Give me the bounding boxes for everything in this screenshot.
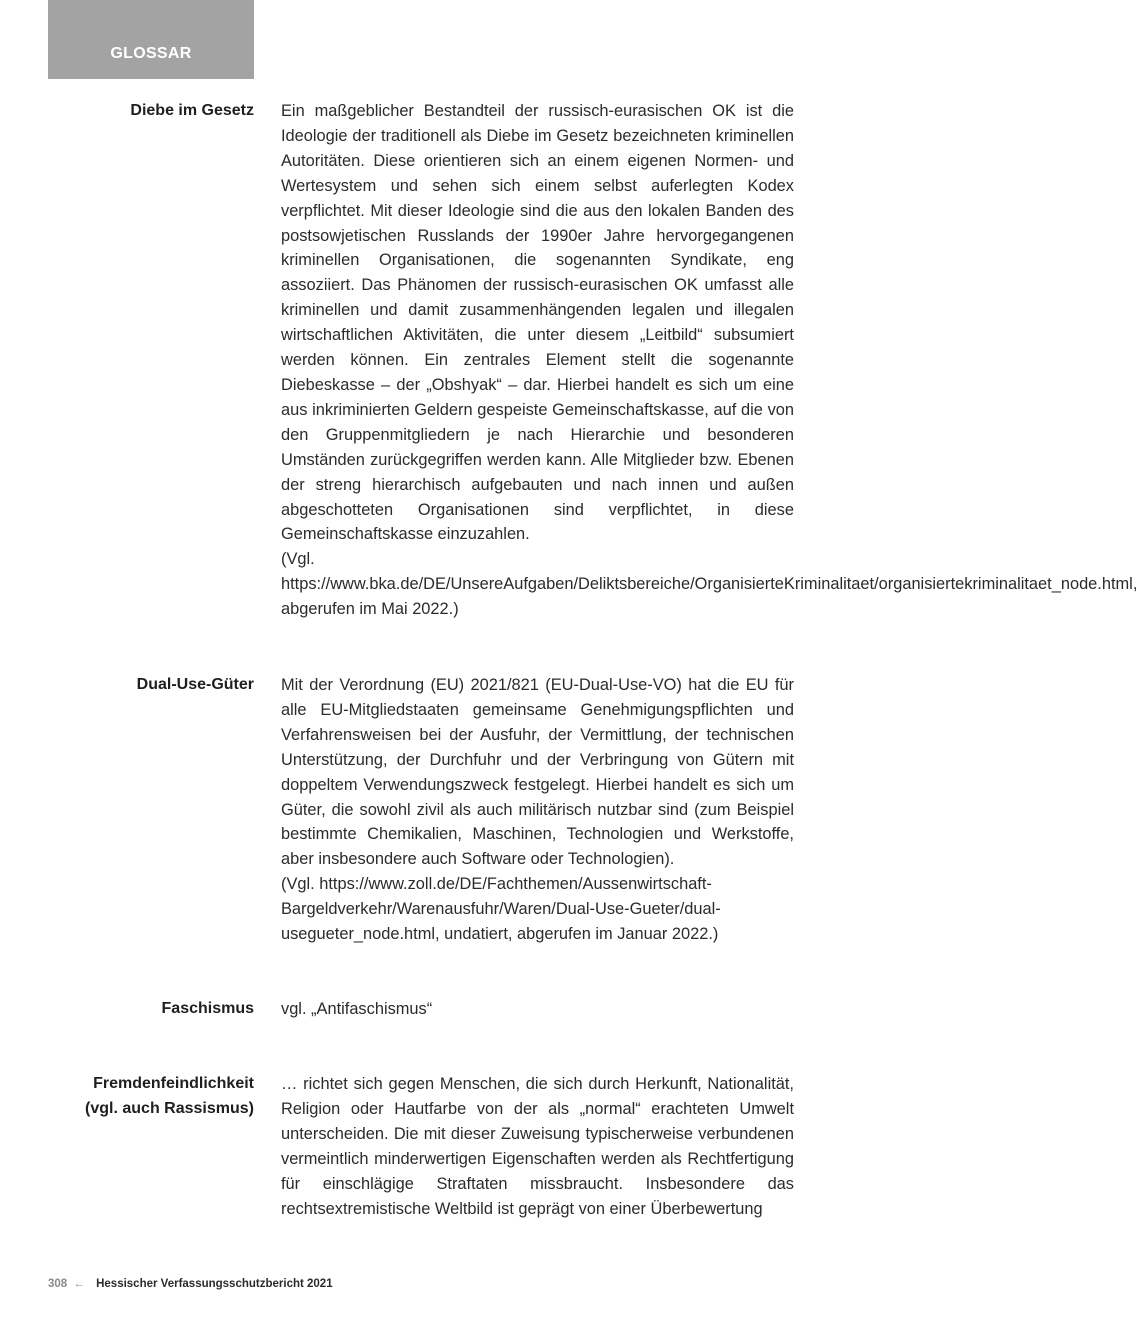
source-reference: (Vgl. https://www.bka.de/DE/UnsereAufgaben/Deliktsbereiche/OrganisierteKriminalitaet/organisiertekriminalitaet_node.html, abgerufen im Mai 2022.) [281, 550, 1137, 619]
arrow-left-icon: ← [73, 1278, 85, 1290]
glossary-term: Dual-Use-Güter [136, 676, 254, 693]
definition-text: vgl. „Antifaschismus“ [281, 1000, 433, 1018]
section-label: GLOSSAR [110, 45, 192, 62]
publication-title: Hessischer Verfassungsschutzbericht 2021 [96, 1278, 333, 1290]
glossary-definition [281, 1072, 794, 1221]
glossary-term: Diebe im Gesetz [130, 102, 254, 119]
glossary-definition [281, 673, 794, 947]
page-number: 308 [48, 1278, 68, 1290]
glossary-term: Faschismus [161, 1000, 254, 1017]
glossary-term [60, 1072, 254, 1122]
glossary-term-line: Fremdenfeindlichkeit [93, 1075, 254, 1092]
glossary-definition [281, 99, 1137, 622]
glossary-definition [281, 997, 794, 1022]
definition-text: Ein maßgeblicher Bestandteil der russisch-eurasischen OK ist die Ideologie der traditionell als Diebe im Gesetz bezeichneten kriminellen Autoritäten. Diese orientieren sich an einem eigenen Normen- und Wertesystem und sehen sich einem selbst auferlegten Kodex verpflichtet. Mit dieser Ideologie sind die aus den lokalen Banden des postsowjetischen Russlands der 1990er Jahre hervorgegangenen kriminellen Organisationen, die sogenannten Syndikate, eng assoziiert. Das Phänomen der russisch-eurasischen OK umfasst alle kriminellen und damit zusammenhängenden legalen und illegalen wirtschaftlichen Aktivitäten, die unter diesem „Leitbild“ subsumiert werden können. Ein zentrales Element stellt die sogenannte Diebeskasse – der „Obshyak“ – dar. Hierbei handelt es sich um eine aus inkriminierten Geldern gespeiste Gemeinschaftskasse, auf die von den Gruppenmitgliedern je nach Hierarchie und besonderen Umständen zurückgegriffen werden kann. Alle Mitglieder bzw. Ebenen der streng hierarchisch aufgebauten und nach innen und außen abgeschotteten Organisationen sind verpflichtet, in diese Gemeinschaftskasse einzuzahlen. [281, 102, 794, 544]
glossary-term-line: (vgl. auch Rassismus) [85, 1099, 254, 1117]
definition-text: … richtet sich gegen Menschen, die sich durch Herkunft, Nationalität, Religion oder Hautfarbe von der als „normal“ erachteten Umwelt unterscheiden. Die mit dieser Zuweisung typischerweise verbundenen vermeintlich minderwertigen Eigenschaften werden als Rechtfertigung für einschlägige Straftaten missbraucht. Insbesondere das rechtsextremistische Weltbild ist geprägt von einer Überbewertung [281, 1075, 794, 1218]
definition-text: Mit der Verordnung (EU) 2021/821 (EU-Dual-Use-VO) hat die EU für alle EU-Mitgliedstaaten gemeinsame Genehmigungspflichten und Verfahrensweisen bei der Ausfuhr, der Vermittlung, der technischen Unterstützung, der Durchfuhr und der Verbringung von Gütern mit doppeltem Verwendungszweck festgelegt. Hierbei handelt es sich um Güter, die sowohl zivil als auch militärisch nutzbar sind (zum Beispiel bestimmte Chemikalien, Maschinen, Technologien und Werkstoffe, aber insbesondere auch Software oder Technologien). [281, 676, 794, 869]
source-reference: (Vgl. https://www.zoll.de/DE/Fachthemen/Aussenwirtschaft-Bargeldverkehr/Warenausfuhr/Waren/Dual-Use-Gueter/dual-usegueter_node.html, undatiert, abgerufen im Januar 2022.) [281, 875, 721, 944]
page-footer [48, 1278, 333, 1290]
section-header-tab [48, 0, 254, 79]
